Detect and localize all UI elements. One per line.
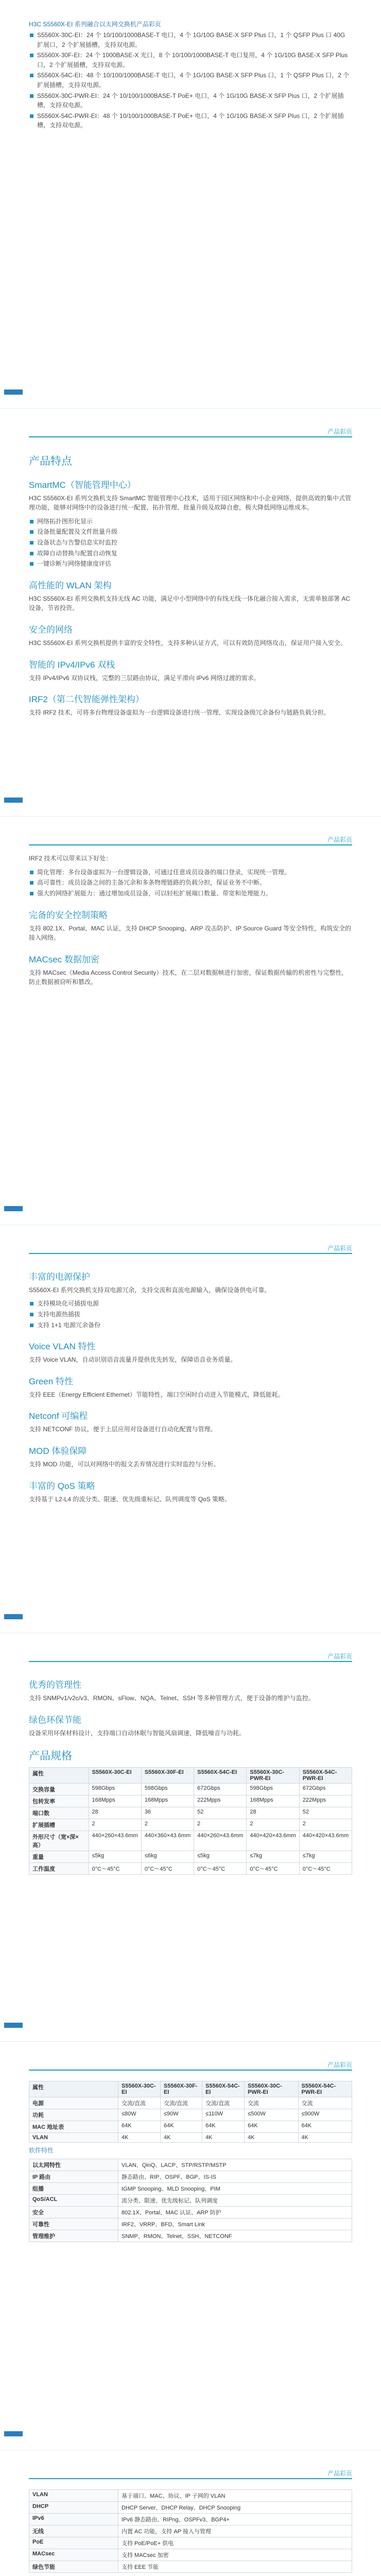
table-row bbox=[29, 2513, 352, 2525]
table-cell: 工作温度 bbox=[29, 1862, 89, 1874]
table-row bbox=[29, 1862, 352, 1874]
model-list bbox=[29, 30, 352, 130]
paragraph: 设备采用环保材料设计，支持端口自动休眠与智能风扇调速，降低噪音与功耗。 bbox=[29, 1729, 246, 1737]
paragraph: 支持 EEE（Energy Efficient Ethernet）节能特性，端口空闲时自动进入节能模式，降低能耗。 bbox=[29, 1391, 284, 1398]
table-cell: 0°C～45°C bbox=[299, 1862, 352, 1874]
page-header bbox=[29, 835, 352, 845]
table-cell: 内置 AC 功能，支持 AP 接入与管理 bbox=[118, 2525, 352, 2537]
section-heading: 智能的 IPv4/IPv6 双栈 bbox=[29, 659, 115, 670]
table-cell: 168Mpps bbox=[141, 1795, 194, 1807]
table-cell: 交流/直流 bbox=[202, 2097, 245, 2109]
list-item: 支持电源热插拔 bbox=[29, 1310, 352, 1319]
list-item: 高可靠性：成员设备之间的主备冗余和多条物理链路的负载分担，保证业务不中断。 bbox=[29, 878, 352, 888]
table-cell: 222Mpps bbox=[299, 1795, 352, 1807]
table-cell: 基于端口、MAC、协议、IP 子网的 VLAN bbox=[118, 2489, 352, 2501]
table-cell: 168Mpps bbox=[89, 1795, 141, 1807]
list-item: 设备批量配置及文件批量升级 bbox=[29, 527, 352, 537]
table-row bbox=[29, 2097, 352, 2109]
page-2 bbox=[0, 409, 381, 817]
paragraph: 支持 MACsec（Media Access Control Security）技术，在二层对数据帧进行加密，保证数据传输的机密性与完整性，防止数据被窃听和篡改。 bbox=[29, 969, 348, 986]
paragraph: IRF2 技术可以带来以下好处： bbox=[29, 855, 112, 862]
table-cell: 28 bbox=[89, 1807, 141, 1819]
list-item: S5560X-30C-EI：24 个 10/100/1000BASE-T 电口，4 个 1G/10G BASE-X SFP Plus 口，1 个 QSFP Plus 口 40G 扩展口，2 个扩展插槽，支持双电源。 bbox=[29, 30, 352, 49]
list-item: 一键诊断与网络健康度评估 bbox=[29, 559, 352, 569]
table-row bbox=[29, 1851, 352, 1862]
table-cell: ≤80W bbox=[118, 2109, 161, 2121]
table-cell: 0°C～45°C bbox=[141, 1862, 194, 1874]
section-heading: 丰富的电源保护 bbox=[29, 1272, 90, 1282]
table-cell: 外形尺寸（宽×深×高） bbox=[29, 1831, 89, 1851]
table-cell: 440×260×43.6mm bbox=[194, 1831, 247, 1851]
section-heading: 产品规格 bbox=[29, 1750, 72, 1762]
header-tag: 产品彩页 bbox=[327, 2469, 352, 2477]
table-header-cell: S5560X-30C-EI bbox=[118, 2081, 161, 2097]
table-cell: 端口数 bbox=[29, 1807, 89, 1819]
paragraph: S5560X-EI 系列交换机支持双电源冗余，支持交流和直流电源输入，确保设备供电可靠。 bbox=[29, 1286, 271, 1294]
table-cell: 交流/直流 bbox=[118, 2097, 161, 2109]
page-3 bbox=[0, 817, 381, 1225]
table-cell: 64K bbox=[202, 2121, 245, 2132]
table-cell: ≤6kg bbox=[141, 1851, 194, 1862]
list-item: 支持模块化可插拔电源 bbox=[29, 1299, 352, 1309]
paragraph: 支持 IRF2 技术，可将多台物理设备虚拟为一台逻辑设备进行统一管理，实现设备级冗余备份与链路负载分担。 bbox=[29, 709, 330, 717]
list-item: 故障自动替换与配置自动恢复 bbox=[29, 549, 352, 558]
table-cell: 交流 bbox=[298, 2097, 352, 2109]
table-cell: 支持 MACsec 加密 bbox=[118, 2549, 352, 2561]
section-subtitle: 软件特性 bbox=[29, 2146, 54, 2154]
table-cell: 2 bbox=[141, 1819, 194, 1831]
table-cell: 包转发率 bbox=[29, 1795, 89, 1807]
paragraph: 支持 802.1X、Portal、MAC 认证，支持 DHCP Snooping、ARP 攻击防护、IP Source Guard 等安全特性，构筑安全的接入网络。 bbox=[29, 924, 352, 942]
table-cell: 36 bbox=[141, 1807, 194, 1819]
page-header bbox=[29, 1652, 352, 1662]
table-cell: VLAN bbox=[29, 2489, 118, 2501]
table-cell: 64K bbox=[161, 2121, 202, 2132]
footer-bar bbox=[4, 2023, 23, 2028]
section-heading: 优秀的管理性 bbox=[29, 1680, 81, 1690]
table-row bbox=[29, 2206, 352, 2218]
footer-bar bbox=[4, 1206, 23, 1211]
table-cell: 交换容量 bbox=[29, 1783, 89, 1795]
table-row bbox=[29, 1831, 352, 1851]
page-4 bbox=[0, 1225, 381, 1634]
table-row bbox=[29, 1807, 352, 1819]
table-cell: 64K bbox=[298, 2121, 352, 2132]
list-item: S5560X-54C-PWR-EI：48 个 10/100/1000BASE-T PoE+ 电口，4 个 1G/10G BASE-X SFP Plus 口，2 个扩展插槽，支持双电源。 bbox=[29, 111, 352, 130]
section-heading: 产品特点 bbox=[29, 455, 72, 467]
paragraph: 支持 NETCONF 协议，便于上层应用对设备进行自动化配置与管理。 bbox=[29, 1426, 217, 1433]
section-heading: MACsec 数据加密 bbox=[29, 954, 99, 964]
table-cell: 功耗 bbox=[29, 2109, 118, 2121]
table-row bbox=[29, 1819, 352, 1831]
table-row bbox=[29, 2171, 352, 2182]
table-cell: 4K bbox=[245, 2132, 298, 2142]
paragraph: H3C S5560X-EI 系列交换机支持无线 AC 功能，满足中小型网络中的有线无线一体化融合接入需求，无需单独部署 AC 设备，节省投资。 bbox=[29, 595, 351, 612]
page-header bbox=[29, 2469, 352, 2479]
table-row bbox=[29, 2549, 352, 2561]
table-cell: 扩展插槽 bbox=[29, 1819, 89, 1831]
page-footer bbox=[0, 798, 381, 803]
feature-table bbox=[29, 2159, 352, 2242]
table-cell: 4K bbox=[118, 2132, 161, 2142]
section-heading: Netconf 可编程 bbox=[29, 1411, 88, 1421]
table-cell: 4K bbox=[202, 2132, 245, 2142]
paragraph: 支持 IPv4/IPv6 双协议栈，完整的三层路由协议，满足平滑向 IPv6 网络过渡的需求。 bbox=[29, 674, 260, 682]
page-footer bbox=[0, 389, 381, 395]
list-item: S5560X-30C-PWR-EI：24 个 10/100/1000BASE-T PoE+ 电口，4 个 1G/10G BASE-X SFP Plus 口，2 个扩展插槽，支持双电源。 bbox=[29, 91, 352, 110]
table-cell: 0°C～45°C bbox=[194, 1862, 247, 1874]
table-header-row bbox=[29, 1767, 352, 1783]
table-cell: 64K bbox=[118, 2121, 161, 2132]
table-cell: 4K bbox=[161, 2132, 202, 2142]
table-header-cell: S5560X-54C-PWR-EI bbox=[299, 1767, 352, 1783]
table-header-cell: S5560X-30C-PWR-EI bbox=[245, 2081, 298, 2097]
table-row bbox=[29, 2561, 352, 2572]
table-cell: IP 路由 bbox=[29, 2171, 118, 2182]
table-cell: 440×420×43.6mm bbox=[299, 1831, 352, 1851]
table-cell: 绿色节能 bbox=[29, 2561, 118, 2572]
table-header-cell: S5560X-54C-EI bbox=[202, 2081, 245, 2097]
table-cell: 静态路由、RIP、OSPF、BGP、IS-IS bbox=[118, 2171, 352, 2182]
table-cell: 222Mpps bbox=[194, 1795, 247, 1807]
table-cell: ≤900W bbox=[298, 2109, 352, 2121]
table-row bbox=[29, 2109, 352, 2121]
footer-bar bbox=[4, 798, 23, 803]
table-cell: 电源 bbox=[29, 2097, 118, 2109]
table-header-cell: S5560X-54C-EI bbox=[194, 1767, 247, 1783]
table-row bbox=[29, 2218, 352, 2230]
table-row bbox=[29, 1795, 352, 1807]
list-item: 网络拓扑图形化显示 bbox=[29, 517, 352, 527]
table-cell: DHCP bbox=[29, 2501, 118, 2513]
section-heading: SmartMC（智能管理中心） bbox=[29, 480, 136, 490]
table-cell: PoE bbox=[29, 2537, 118, 2549]
page-header bbox=[29, 427, 352, 437]
table-cell: 组播 bbox=[29, 2182, 118, 2194]
table-cell: 28 bbox=[247, 1807, 299, 1819]
table-cell: ≤110W bbox=[202, 2109, 245, 2121]
table-cell: ≤5kg bbox=[194, 1851, 247, 1862]
table-cell: VLAN bbox=[29, 2132, 118, 2142]
page-1 bbox=[0, 0, 381, 409]
page-footer bbox=[0, 1206, 381, 1211]
list-item: 设备状态与告警信息实时监控 bbox=[29, 538, 352, 548]
table-cell: 交流/直流 bbox=[161, 2097, 202, 2109]
table-header-cell: S5560X-30F-EI bbox=[161, 2081, 202, 2097]
table-cell: IPv6 静态路由、RIPng、OSPFv3、BGP4+ bbox=[118, 2513, 352, 2525]
table-cell: ≤7kg bbox=[299, 1851, 352, 1862]
table-cell: 168Mpps bbox=[247, 1795, 299, 1807]
paragraph: 支持 SNMPv1/v2c/v3、RMON、sFlow、NQA、Telnet、SSH 等多种管理方式，便于设备的维护与监控。 bbox=[29, 1694, 315, 1702]
table-cell: 可靠性 bbox=[29, 2218, 118, 2230]
table-cell: 流分类、限速、优先级标记、队列调度 bbox=[118, 2194, 352, 2206]
list-item: 强大的网络扩展能力：通过增加成员设备，可以轻松扩展端口数量、带宽和处理能力。 bbox=[29, 889, 352, 899]
table-cell: ≤5kg bbox=[89, 1851, 141, 1862]
page-7 bbox=[0, 2450, 381, 2576]
feature-list bbox=[29, 517, 352, 569]
header-tag: 产品彩页 bbox=[327, 428, 352, 435]
table-row bbox=[29, 2525, 352, 2537]
header-tag: 产品彩页 bbox=[327, 1244, 352, 1252]
feature-list bbox=[29, 1299, 352, 1330]
table-cell: 598Gbps bbox=[89, 1783, 141, 1795]
section-heading: 完备的安全控制策略 bbox=[29, 910, 108, 920]
paragraph: H3C S5560X-EI 系列交换机提供丰富的安全特性，支持多种认证方式，可以有效防范网络攻击，保证用户接入安全。 bbox=[29, 639, 347, 647]
table-cell: 支持 EEE 节能 bbox=[118, 2561, 352, 2572]
page-footer bbox=[0, 1614, 381, 1619]
table-row bbox=[29, 2159, 352, 2171]
table-row bbox=[29, 2501, 352, 2513]
list-item: S5560X-54C-EI：48 个 10/100/1000BASE-T 电口，4 个 1G/10G BASE-X SFP Plus 口，1 个 QSFP Plus 口，2 个扩展插槽，支持双电源。 bbox=[29, 71, 352, 90]
section-heading: IRF2（第二代智能弹性架构） bbox=[29, 694, 144, 705]
header-tag: 产品彩页 bbox=[327, 2061, 352, 2069]
table-cell: ≤7kg bbox=[247, 1851, 299, 1862]
table-cell: ≤90W bbox=[161, 2109, 202, 2121]
table-header-cell: 属性 bbox=[29, 1767, 89, 1783]
table-cell: 以太网特性 bbox=[29, 2159, 118, 2171]
header-tag: 产品彩页 bbox=[327, 1653, 352, 1660]
table-cell: 440×420×43.6mm bbox=[247, 1831, 299, 1851]
table-row bbox=[29, 2182, 352, 2194]
table-cell: DHCP Server、DHCP Relay、DHCP Snooping bbox=[118, 2501, 352, 2513]
page-title: H3C S5560X-EI 系列融合以太网交换机产品彩页 bbox=[29, 21, 161, 28]
table-cell: 2 bbox=[194, 1819, 247, 1831]
table-cell: 重量 bbox=[29, 1851, 89, 1862]
table-cell: MACsec bbox=[29, 2549, 118, 2561]
table-cell: 52 bbox=[299, 1807, 352, 1819]
page-footer bbox=[0, 2431, 381, 2436]
table-cell: 安全 bbox=[29, 2206, 118, 2218]
footer-bar bbox=[4, 2431, 23, 2436]
table-row bbox=[29, 2121, 352, 2132]
table-cell: 0°C～45°C bbox=[89, 1862, 141, 1874]
footer-bar bbox=[4, 389, 23, 395]
list-item: 支持 1+1 电源冗余备份 bbox=[29, 1320, 352, 1330]
table-row bbox=[29, 2489, 352, 2501]
list-item: S5560X-30F-EI：24 个 1000BASE-X 光口，8 个 10/100/1000BASE-T 电口复用，4 个 1G/10G BASE-X SFP Plus 口，2 个扩展插槽，支持双电源。 bbox=[29, 50, 352, 70]
spec-table bbox=[29, 1767, 352, 1875]
section-heading: 安全的网络 bbox=[29, 624, 73, 635]
table-cell: 440×260×43.6mm bbox=[89, 1831, 141, 1851]
feature-list bbox=[29, 868, 352, 899]
list-item: 简化管理：多台设备虚拟为一台逻辑设备，可通过任意成员设备的端口登录，实现统一管理。 bbox=[29, 868, 352, 877]
table-cell: 2 bbox=[89, 1819, 141, 1831]
table-header-cell: S5560X-30C-PWR-EI bbox=[247, 1767, 299, 1783]
table-row bbox=[29, 1783, 352, 1795]
table-cell: ≤500W bbox=[245, 2109, 298, 2121]
table-header-row bbox=[29, 2081, 352, 2097]
table-cell: 支持 PoE/PoE+ 供电 bbox=[118, 2537, 352, 2549]
table-row bbox=[29, 2230, 352, 2242]
table-row bbox=[29, 2132, 352, 2142]
paragraph: H3C S5560X-EI 系列交换机支持 SmartMC 智能管理中心技术，适用于园区网络和中小企业网络，提供高效的集中式管理功能，能够对网络中的设备进行统一配置、拓扑管理、批量升级及故障自愈，极大降低网络运维成本。 bbox=[29, 494, 352, 512]
paragraph: 支持基于 L2-L4 的流分类、限速、优先级重标记、队列调度等 QoS 策略。 bbox=[29, 1495, 231, 1503]
page-5 bbox=[0, 1633, 381, 2042]
table-header-cell: S5560X-30C-EI bbox=[89, 1767, 141, 1783]
table-row bbox=[29, 2194, 352, 2206]
table-row bbox=[29, 2537, 352, 2549]
table-cell: IGMP Snooping、MLD Snooping、PIM bbox=[118, 2182, 352, 2194]
section-heading: Green 特性 bbox=[29, 1376, 73, 1386]
paragraph: 支持 MOD 功能，可以对网络中的报文丢弃情况进行实时监控与分析。 bbox=[29, 1460, 220, 1468]
table-cell: MAC 地址表 bbox=[29, 2121, 118, 2132]
table-cell: 4K bbox=[298, 2132, 352, 2142]
table-cell: 2 bbox=[247, 1819, 299, 1831]
paragraph: 支持 Voice VLAN，自动识别语音流量并提供优先转发，保障语音业务质量。 bbox=[29, 1356, 237, 1364]
section-heading: 丰富的 QoS 策略 bbox=[29, 1481, 95, 1491]
section-heading: 绿色环保节能 bbox=[29, 1715, 81, 1725]
table-header-cell: S5560X-54C-PWR-EI bbox=[298, 2081, 352, 2097]
table-cell: SNMP、RMON、Telnet、SSH、NETCONF bbox=[118, 2230, 352, 2242]
page-footer bbox=[0, 2023, 381, 2028]
table-cell: VLAN、QinQ、LACP、STP/RSTP/MSTP bbox=[118, 2159, 352, 2171]
table-cell: 598Gbps bbox=[141, 1783, 194, 1795]
header-tag: 产品彩页 bbox=[327, 836, 352, 844]
table-cell: IRF2、VRRP、BFD、Smart Link bbox=[118, 2218, 352, 2230]
spec-table bbox=[29, 2081, 352, 2143]
table-cell: 672Gbps bbox=[194, 1783, 247, 1795]
table-cell: 672Gbps bbox=[299, 1783, 352, 1795]
table-cell: 2 bbox=[299, 1819, 352, 1831]
page-6 bbox=[0, 2042, 381, 2450]
page-header bbox=[29, 1244, 352, 1254]
page-header bbox=[29, 2060, 352, 2071]
table-header-cell: S5560X-30F-EI bbox=[141, 1767, 194, 1783]
table-cell: QoS/ACL bbox=[29, 2194, 118, 2206]
table-cell: 598Gbps bbox=[247, 1783, 299, 1795]
footer-bar bbox=[4, 1614, 23, 1619]
table-cell: 802.1X、Portal、MAC 认证、ARP 防护 bbox=[118, 2206, 352, 2218]
section-heading: 高性能的 WLAN 架构 bbox=[29, 580, 112, 590]
table-cell: IPv6 bbox=[29, 2513, 118, 2525]
table-cell: 64K bbox=[245, 2121, 298, 2132]
table-cell: 管理维护 bbox=[29, 2230, 118, 2242]
feature-table bbox=[29, 2489, 352, 2573]
table-cell: 交流 bbox=[245, 2097, 298, 2109]
table-header-cell: 属性 bbox=[29, 2081, 118, 2097]
table-cell: 无线 bbox=[29, 2525, 118, 2537]
section-heading: MOD 体验保障 bbox=[29, 1446, 87, 1456]
section-heading: Voice VLAN 特性 bbox=[29, 1342, 96, 1352]
table-cell: 440×360×43.6mm bbox=[141, 1831, 194, 1851]
table-cell: 52 bbox=[194, 1807, 247, 1819]
table-cell: 0°C～45°C bbox=[247, 1862, 299, 1874]
